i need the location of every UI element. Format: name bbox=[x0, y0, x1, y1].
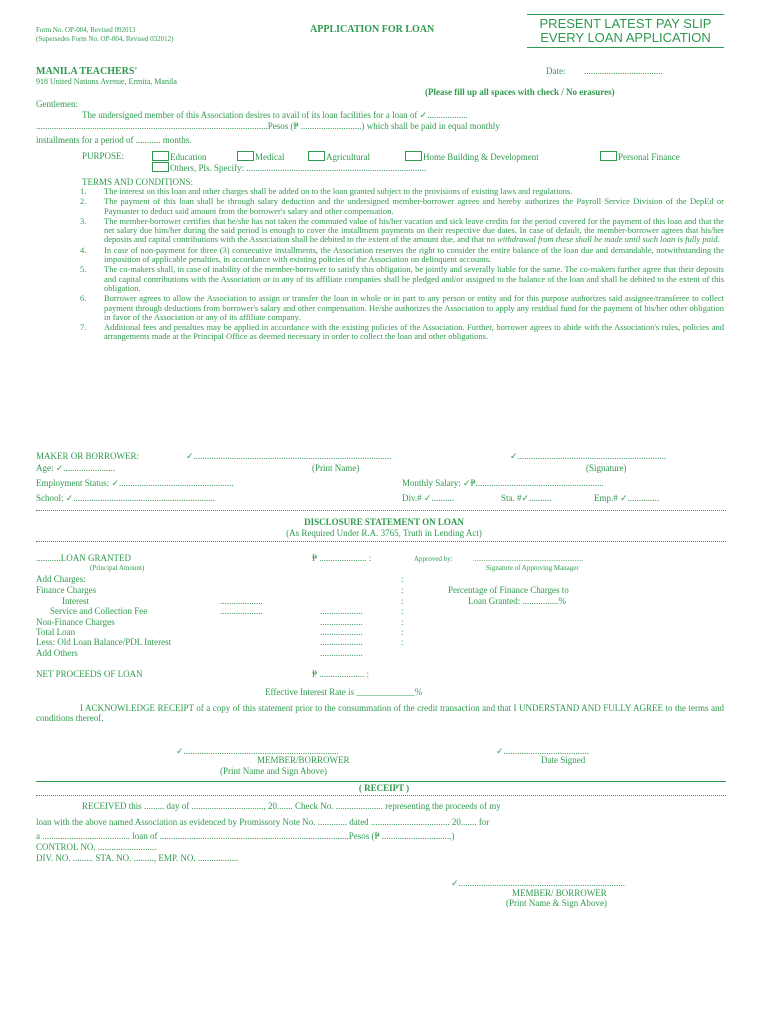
divider bbox=[36, 781, 726, 782]
non-finance-amount[interactable]: ................... bbox=[320, 617, 363, 627]
terms-heading: TERMS AND CONDITIONS: bbox=[82, 177, 194, 187]
service-fee-amount[interactable]: ................... bbox=[320, 606, 363, 616]
row-colon: : bbox=[401, 596, 404, 606]
salutation: Gentlemen: bbox=[36, 99, 78, 109]
purpose-option-personal-finance[interactable]: Personal Finance bbox=[600, 151, 680, 162]
row-colon: : bbox=[401, 585, 404, 595]
checkbox[interactable] bbox=[600, 151, 617, 161]
finance-pct-field[interactable]: Loan Granted: ................% bbox=[468, 596, 566, 606]
purpose-option-agricultural[interactable]: Agricultural bbox=[308, 151, 370, 162]
form-title: APPLICATION FOR LOAN bbox=[310, 24, 435, 35]
row-colon: : bbox=[401, 637, 404, 647]
pay-slip-notice bbox=[527, 14, 724, 48]
supersedes-note: (Supersedes Form No. OP-004, Revised 032012) bbox=[36, 35, 174, 43]
total-loan-amount[interactable]: ................... bbox=[320, 627, 363, 637]
checkbox[interactable] bbox=[152, 151, 169, 161]
divider bbox=[36, 541, 726, 542]
effective-interest-rate[interactable]: Effective Interest Rate is _____________% bbox=[265, 687, 423, 697]
net-proceeds-label: NET PROCEEDS OF LOAN bbox=[36, 669, 143, 679]
sta-number-field[interactable]: Sta. #✓.......... bbox=[501, 493, 552, 503]
org-address: 918 United Nations Avenue, Ermita, Manila bbox=[36, 77, 177, 86]
loan-granted-amount[interactable]: ₱ ..................... : bbox=[312, 553, 372, 563]
fill-instruction: (Please fill up all spaces with check / No erasures) bbox=[425, 87, 615, 97]
member-signature-field[interactable]: ✓..................................................................... bbox=[176, 746, 339, 756]
date-signed-label: Date Signed bbox=[541, 755, 586, 765]
form-number: Form No. OP-004, Revised 092013 bbox=[36, 26, 136, 34]
interest-field[interactable]: ................... bbox=[220, 596, 263, 606]
loan-amount-line[interactable]: The undersigned member of this Association desires to avail of its loan facilities for a loan of ✓.................. bbox=[82, 110, 468, 120]
term-item: 3. The member-borrower certifies that he/she has not taken the commuted value of his/her vacation and sick leave credits for the period covered for the payment of this loan and that the net salary due him/her during the said period is enough to cover the installment payments on their respective due dates. In case of default, the member-borrower agrees that his/her deposits and capital contributions with the Association shall be debited to the extent of the amount due, and that no withdrawal from these shall be made until such loan is fully paid. bbox=[80, 215, 724, 245]
row-colon: : bbox=[401, 627, 404, 637]
emp-number-field[interactable]: Emp.# ✓.............. bbox=[594, 493, 660, 503]
checkbox[interactable] bbox=[152, 162, 169, 172]
date-label: Date: bbox=[546, 66, 566, 76]
add-charges-label: Add Charges: bbox=[36, 574, 86, 584]
monthly-salary-field[interactable]: Monthly Salary: ✓₱......................................................... bbox=[402, 478, 604, 488]
term-item: 5. The co-makers shall, in case of inability of the member-borrower to satisfy this obligation, be jointly and severally liable for the same. The co-makers further agree that their deposits and capital contributions with the Association or in any of its affiliate companies shall be pledged and/or assigned to the balance of the loan and shall be debited to the extent of this obligation. bbox=[80, 264, 724, 293]
installment-period-line[interactable]: installments for a period of ........... months. bbox=[36, 135, 192, 145]
receipt-title-wrap bbox=[0, 783, 768, 793]
term-item: 1. The interest on this loan and other charges shall be added on to the loan granted subject to the provisions of existing laws and regulations. bbox=[80, 186, 573, 196]
row-colon: : bbox=[401, 617, 404, 627]
term-item: 2. The payment of this loan shall be through salary deduction and the undersigned member-borrower agrees and hereby authorizes the Payroll Service Division of the DepEd or Paymaster to deduct said amount from the borrower's salary and other compensation. bbox=[80, 196, 724, 216]
approved-by-label: Approved by: bbox=[414, 555, 453, 563]
purpose-option-home-building[interactable]: Home Building & Development bbox=[405, 151, 539, 162]
old-loan-label: Less: Old Loan Balance/PDL Interest bbox=[36, 637, 172, 647]
maker-signature-field[interactable]: ✓.................................................................. bbox=[510, 451, 667, 461]
add-others-label: Add Others bbox=[36, 648, 78, 658]
terms-list bbox=[80, 187, 724, 343]
row-colon: : bbox=[401, 606, 404, 616]
age-field[interactable]: Age: ✓....................... bbox=[36, 463, 116, 473]
non-finance-label: Non-Finance Charges bbox=[36, 617, 115, 627]
print-name-caption: (Print Name) bbox=[312, 463, 360, 473]
divider bbox=[36, 510, 726, 511]
receipt-member-sub: (Print Name & Sign Above) bbox=[506, 898, 607, 908]
school-field[interactable]: School: ✓............................................................... bbox=[36, 493, 216, 503]
loan-granted-field[interactable]: ...........LOAN GRANTED bbox=[36, 553, 131, 563]
receipt-member-label: MEMBER/ BORROWER bbox=[512, 888, 607, 898]
purpose-option-medical[interactable]: Medical bbox=[237, 151, 285, 162]
purpose-label: PURPOSE: bbox=[82, 151, 125, 161]
service-fee-label: Service and Collection Fee bbox=[50, 606, 148, 616]
old-loan-amount[interactable]: ................... bbox=[320, 637, 363, 647]
control-number-field[interactable]: CONTROL NO. .......................... bbox=[36, 842, 157, 852]
acknowledgement-text: I ACKNOWLEDGE RECEIPT of a copy of this statement prior to the consummation of the credit transaction and that I UNDERSTAND AND FULLY AGREE to the terms and conditions thereof. bbox=[36, 703, 724, 723]
receipt-line-1[interactable]: RECEIVED this ......... day of ................................, 20....... Check No. ..................... representing the proceeds of my bbox=[82, 801, 501, 811]
add-others-amount[interactable]: ................... bbox=[320, 648, 363, 658]
receipt-member-signature-field[interactable]: ✓.......................................................................... bbox=[451, 878, 626, 888]
checkbox[interactable] bbox=[308, 151, 325, 161]
principal-caption: (Principal Amount) bbox=[90, 564, 145, 572]
net-proceeds-amount[interactable]: ₱ .................... : bbox=[312, 669, 370, 679]
disclosure-subtitle-wrap bbox=[0, 528, 768, 538]
org-name: MANILA TEACHERS' bbox=[36, 66, 138, 77]
service-fee-field[interactable]: ................... bbox=[220, 606, 263, 616]
pesos-line[interactable]: .......................................................................................................Pesos (₱ ...........................) which shall be paid in equal monthly bbox=[36, 121, 500, 131]
disclosure-subtitle: (As Required Under R.A. 3765, Truth in Lending Act) bbox=[286, 528, 482, 538]
employment-status-field[interactable]: Employment Status: ✓................................................... bbox=[36, 478, 234, 488]
row-colon: : bbox=[401, 574, 404, 584]
member-borrower-label: MEMBER/BORROWER bbox=[257, 755, 350, 765]
div-sta-emp-field[interactable]: DIV. NO. ......... STA. NO. ........., EMP. NO. .................. bbox=[36, 853, 239, 863]
term-item: 6. Borrower agrees to allow the Association to assign or transfer the loan in whole or in part to any person or entity and for this purpose authorizes said assignee/transferee to collect payment through deductions from borrower's salary and other compensation. He/she authorizes the Association to apply any residual fund for the payment of his/her other obligation in favor of the Association or any of its affiliate company. bbox=[80, 293, 724, 322]
approver-signature-field[interactable]: ............................................................... bbox=[473, 555, 584, 563]
signature-caption: (Signature) bbox=[586, 463, 627, 473]
total-loan-label: Total Loan bbox=[36, 627, 76, 637]
checkbox[interactable] bbox=[405, 151, 422, 161]
date-field[interactable]: ................................... bbox=[584, 66, 663, 76]
finance-pct-label: Percentage of Finance Charges to bbox=[448, 585, 569, 595]
member-borrower-sub: (Print Name and Sign Above) bbox=[220, 766, 327, 776]
divider bbox=[36, 795, 726, 796]
disclosure-title: DISCLOSURE STATEMENT ON LOAN bbox=[304, 517, 464, 527]
receipt-title: ( RECEIPT ) bbox=[358, 783, 410, 793]
approver-caption: Signature of Approving Manager bbox=[486, 564, 579, 572]
maker-name-field[interactable]: ✓........................................................................................ bbox=[186, 451, 392, 461]
term-item: 4. In case of non-payment for three (3) consecutive installments, the Association reserves the right to consider the entire balance of the loan due and demandable, notwithstanding the imposition of applicable penalties, in accordance with existing policies of the Association on delinquent accounts. bbox=[80, 244, 724, 265]
purpose-option-others[interactable]: Others, Pls. Specify: ................................................................................ bbox=[152, 162, 426, 173]
receipt-line-3[interactable]: a ....................................... loan of ....................................................................................Pesos (₱ ...............................) bbox=[36, 831, 455, 841]
maker-label: MAKER OR BORROWER: bbox=[36, 451, 140, 461]
date-signed-field[interactable]: ✓...................................... bbox=[496, 746, 590, 756]
term-item: 7. Additional fees and penalties may be applied in accordance with the existing policies of the Association. Further, borrower agrees to abide with the Association's rules, policies and arrangements made at the Principal Office as deemed necessary in order to collect the loan and other obligations. bbox=[80, 322, 724, 342]
notice-line-2: EVERY LOAN APPLICATION bbox=[540, 30, 711, 45]
disclosure-title-wrap bbox=[0, 517, 768, 527]
checkbox[interactable] bbox=[237, 151, 254, 161]
finance-charges-label: Finance Charges bbox=[36, 585, 97, 595]
notice-line-1: PRESENT LATEST PAY SLIP bbox=[539, 16, 712, 31]
interest-label: Interest bbox=[62, 596, 89, 606]
purpose-option-education[interactable]: Education bbox=[152, 151, 207, 162]
div-number-field[interactable]: Div.# ✓.......... bbox=[402, 493, 454, 503]
receipt-line-2[interactable]: loan with the above named Association as evidenced by Promissory Note No. ............. dated ................................... 20....... for bbox=[36, 817, 490, 827]
